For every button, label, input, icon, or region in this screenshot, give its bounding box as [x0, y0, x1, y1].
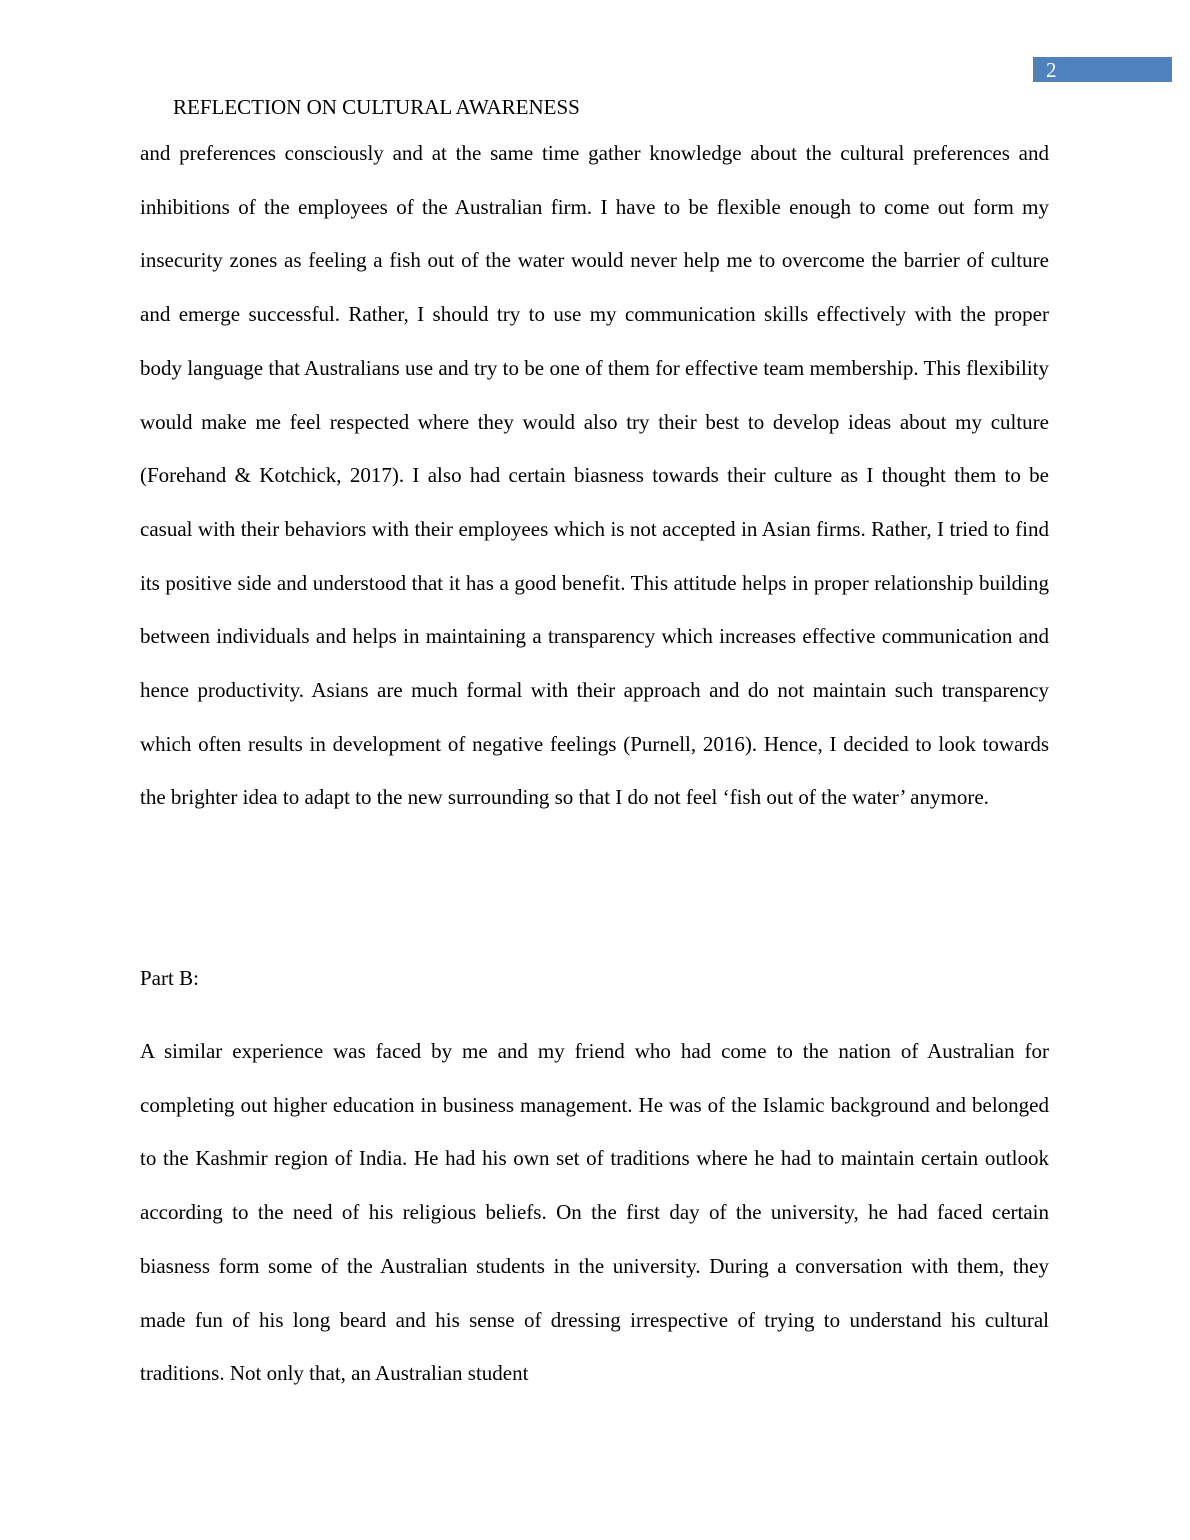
part-b-heading: Part B:: [140, 966, 199, 990]
running-head: REFLECTION ON CULTURAL AWARENESS: [173, 95, 580, 119]
page-number: 2: [1046, 58, 1057, 82]
body-paragraph-2: A similar experience was faced by me and my friend who had come to the nation of Australian for completing out higher education in business management. He was of the Islamic background and belonged to the Kashmir region of India. He had his own set of traditions where he had to maintain certain outlook according to the need of his religious beliefs. On the first day of the university, he had faced certain biasness form some of the Australian students in the university. During a conversation with them, they made fun of his long beard and his sense of dressing irrespective of trying to understand his cultural traditions. Not only that, an Australian student: [140, 1039, 1049, 1386]
body-paragraph-1: and preferences consciously and at the same time gather knowledge about the cultural preferences and inhibitions of the employees of the Australian firm. I have to be flexible enough to come out form my insecurity zones as feeling a fish out of the water would never help me to overcome the barrier of culture and emerge successful. Rather, I should try to use my communication skills effectively with the proper body language that Australians use and try to be one of them for effective team membership. This flexibility would make me feel respected where they would also try their best to develop ideas about my culture (Forehand & Kotchick, 2017). I also had certain biasness towards their culture as I thought them to be casual with their behaviors with their employees which is not accepted in Asian firms. Rather, I tried to find its positive side and understood that it has a good benefit. This attitude helps in proper relationship building between individuals and helps in maintaining a transparency which increases effective communication and hence productivity. Asians are much formal with their approach and do not maintain such transparency which often results in development of negative feelings (Purnell, 2016). Hence, I decided to look towards the brighter idea to adapt to the new surrounding so that I do not feel ‘fish out of the water’ anymore.: [140, 141, 1049, 810]
